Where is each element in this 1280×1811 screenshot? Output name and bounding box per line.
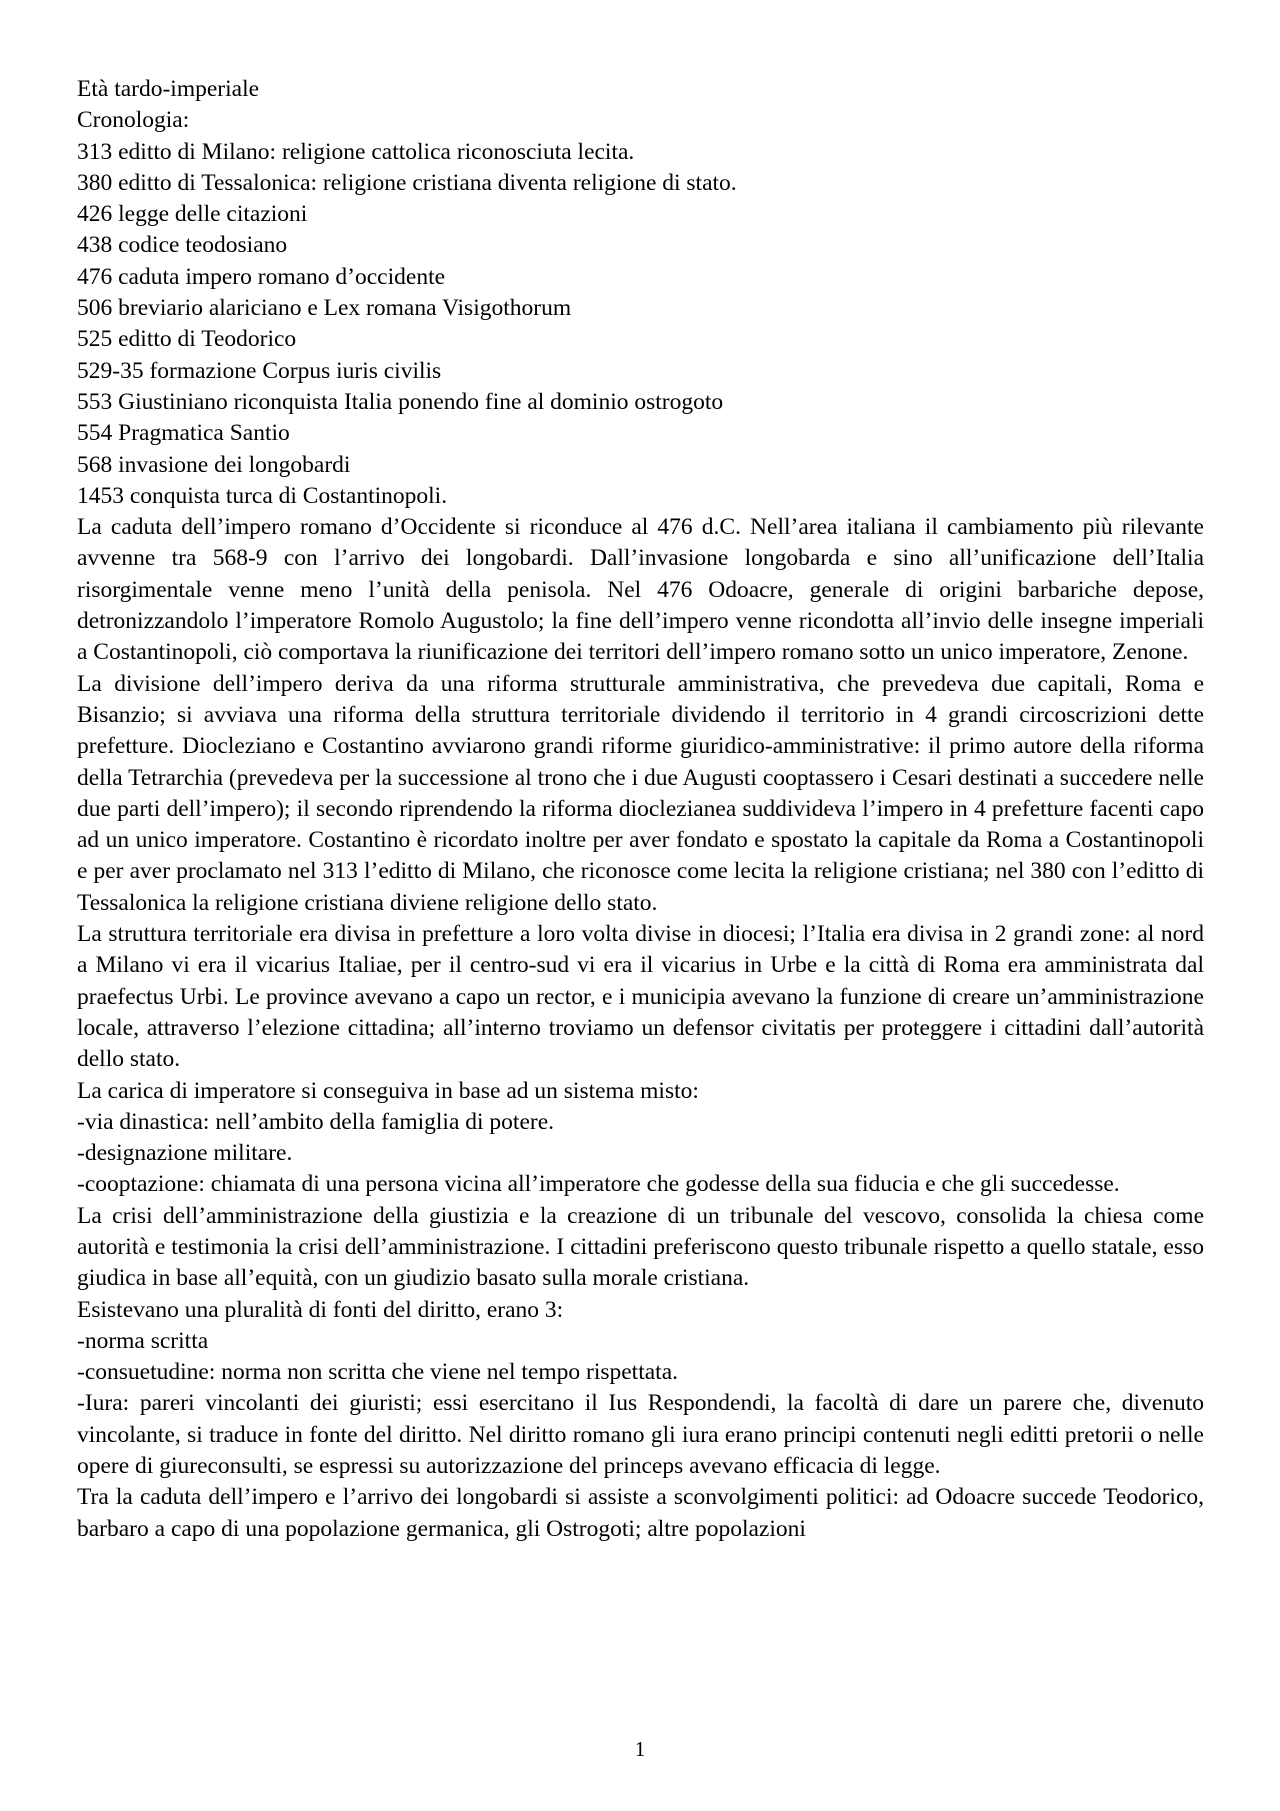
list-item-military: -designazione militare. [77,1140,293,1167]
paragraph-justice-crisis: La crisi dell’amministrazione della giustizia e la creazione di un tribunale del vescovo, consolida la chiesa come autorità e testimonia la crisi dell’amministrazione. I cittadini preferiscono questo tribunale rispetto a quello statale, esso giudica in base all’equità, con un giudizio basato sulla morale cristiana. [77,1202,1204,1292]
paragraph-political-upheavals: Tra la caduta dell’impero e l’arrivo dei longobardi si assiste a sconvolgimenti politici: ad Odoacre succede Teodorico, barbaro a capo di una popolazione germanica, gli Ostrogoti; altre popolazioni [77,1484,1204,1542]
paragraph-fall-of-empire: La caduta dell’impero romano d’Occidente si riconduce al 476 d.C. Nell’area italiana il cambiamento più rilevante avvenne tra 568-9 con l’arrivo dei longobardi. Dall’invasione longobarda e sino all’unificazione dell’Italia risorgimentale venne meno l’unità della penisola. Nel 476 Odoacre, generale di origini barbariche depose, detronizzandolo l’imperatore Romolo Augustolo; la fine dell’impero venne ricondotta all’invio delle insegne imperiali a Costantinopoli, ciò comportava la riunificazione dei territori dell’impero romano sotto un unico imperatore, Zenone. [77,514,1204,666]
chronology-item: 476 caduta impero romano d’occidente [77,263,446,290]
list-item-custom: -consuetudine: norma non scritta che viene nel tempo rispettata. [77,1359,679,1386]
chronology-item: 506 breviario alariciano e Lex romana Visigothorum [77,295,572,322]
list-item-written-norm: -norma scritta [77,1327,209,1354]
paragraph-sources-of-law: Esistevano una pluralità di fonti del diritto, erano 3: [77,1296,564,1323]
chronology-item: 568 invasione dei longobardi [77,451,351,478]
chronology-item: 426 legge delle citazioni [77,201,308,228]
list-item-iura: -Iura: pareri vincolanti dei giuristi; essi esercitano il Ius Respondendi, la facoltà di dare un parere che, divenuto vincolante, si traduce in fonte del diritto. Nel diritto romano gli iura erano principi contenuti negli editti pretorii o nelle opere di giureconsulti, se espressi su autorizzazione del princeps avevano efficacia di legge. [77,1390,1204,1480]
document-page [77,74,1204,1545]
list-item-dynastic: -via dinastica: nell’ambito della famiglia di potere. [77,1108,555,1135]
chronology-item: 313 editto di Milano: religione cattolica riconosciuta lecita. [77,138,635,165]
paragraph-emperor-office: La carica di imperatore si conseguiva in base ad un sistema misto: [77,1077,699,1104]
chronology-label: Cronologia: [77,107,190,134]
chronology-item: 529-35 formazione Corpus iuris civilis [77,357,442,384]
chronology-item: 554 Pragmatica Santio [77,420,290,447]
chronology-list [77,137,1204,513]
document-heading: Età tardo-imperiale [77,76,260,102]
paragraph-territorial-structure: La struttura territoriale era divisa in prefetture a loro volta divise in diocesi; l’Italia era divisa in 2 grandi zone: al nord a Milano vi era il vicarius Italiae, per il centro-sud vi era il vicarius in Urbe e la città di Roma era amministrata dal praefectus Urbi. Le province avevano a capo un rector, e i municipia avevano la funzione di creare un’amministrazione locale, attraverso l’elezione cittadina; all’interno troviamo un defensor civitatis per proteggere i cittadini dall’autorità dello stato. [77,921,1204,1073]
chronology-item: 525 editto di Teodorico [77,326,297,353]
chronology-item: 553 Giustiniano riconquista Italia ponendo fine al dominio ostrogoto [77,388,724,415]
list-item-cooptation: -cooptazione: chiamata di una persona vicina all’imperatore che godesse della sua fiducia e che gli succedesse. [77,1171,1120,1198]
chronology-item: 1453 conquista turca di Costantinopoli. [77,482,448,509]
page-number: 1 [634,1737,646,1761]
chronology-item: 438 codice teodosiano [77,232,288,259]
chronology-item: 380 editto di Tessalonica: religione cristiana diventa religione di stato. [77,169,737,196]
paragraph-division-of-empire: La divisione dell’impero deriva da una riforma strutturale amministrativa, che prevedeva due capitali, Roma e Bisanzio; si avviava una riforma della struttura territoriale dividendo il territorio in 4 grandi circoscrizioni dette prefetture. Diocleziano e Costantino avviarono grandi riforme giuridico-amministrative: il primo autore della riforma della Tetrarchia (prevedeva per la successione al trono che i due Augusti cooptassero i Cesari destinati a succedere nelle due parti dell’impero); il secondo riprendendo la riforma dioclezianea suddivideva l’impero in 4 prefetture facenti capo ad un unico imperatore. Costantino è ricordato inoltre per aver fondato e spostato la capitale da Roma a Costantinopoli e per aver proclamato nel 313 l’editto di Milano, che riconosce come lecita la religione cristiana; nel 380 con l’editto di Tessalonica la religione cristiana diviene religione dello stato. [77,670,1204,916]
